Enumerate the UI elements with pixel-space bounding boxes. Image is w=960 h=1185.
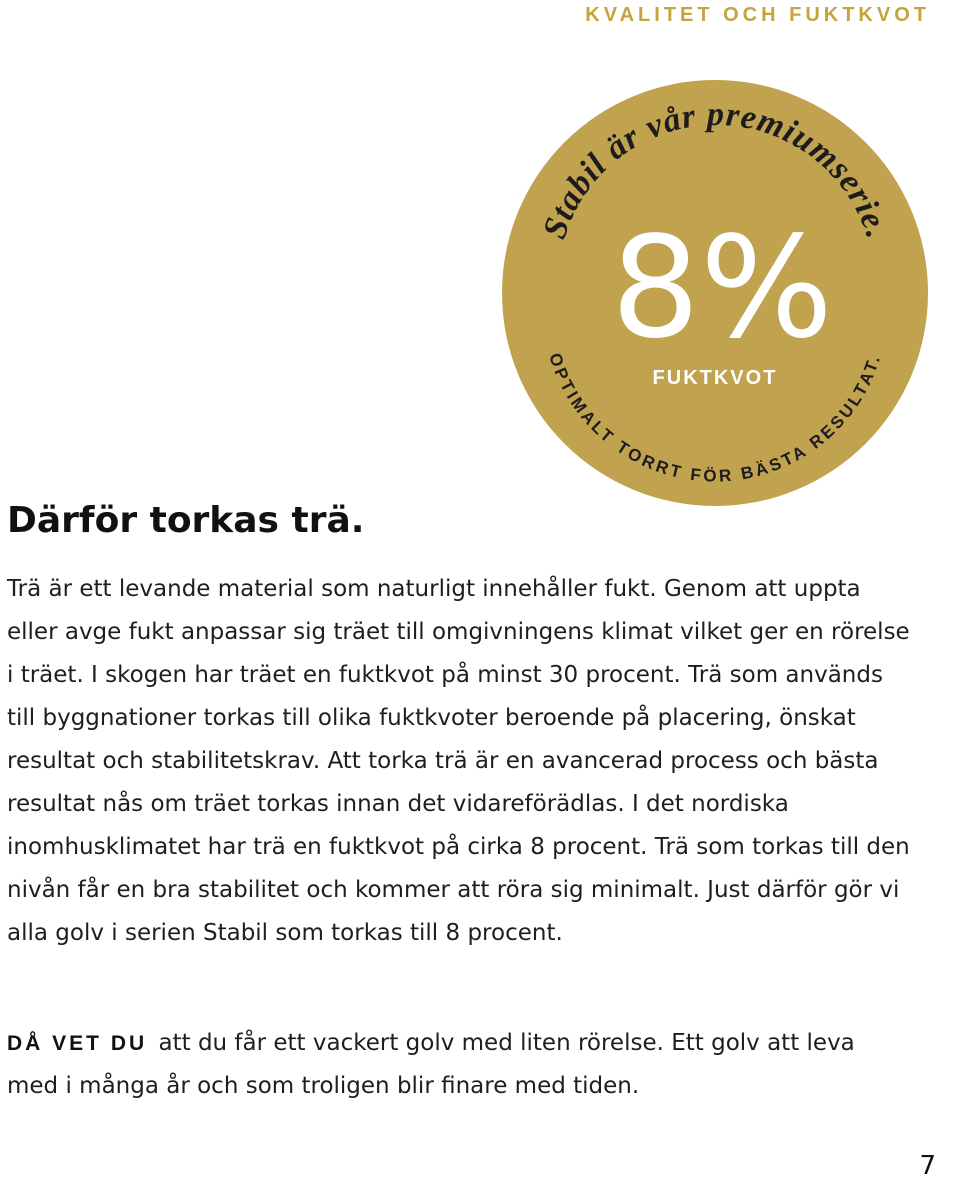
page-number: 7	[919, 1151, 936, 1181]
closing-text: att du får ett vackert golv med liten rörelse. Ett golv att leva med i många år och som troligen blir finare med tiden.	[7, 1030, 855, 1099]
moisture-badge	[500, 78, 930, 508]
badge-percent: 8%	[610, 207, 834, 370]
badge-arc-bottom-text: OPTIMALT TORRT FÖR BÄSTA RESULTAT.	[545, 350, 885, 486]
section-label: KVALITET OCH FUKTKVOT	[585, 4, 930, 26]
body-paragraph: Trä är ett levande material som naturligt innehåller fukt. Genom att uppta eller avge fukt anpassar sig träet till omgivningens klimat vilket ger en rörelse i träet. I skogen har träet en fuktkvot på minst 30 procent. Trä som används till byggnationer torkas till olika fuktkvoter beroende på placering, önskat resultat och stabilitetskrav. Att torka trä är en avancerad process och bästa resultat nås om träet torkas innan det vidareförädlas. I det nordiska inomhusklimatet har trä en fuktkvot på cirka 8 procent. Trä som torkas till den nivån får en bra stabilitet och kommer att röra sig minimalt. Just därför gör vi alla golv i serien Stabil som torkas till 8 procent.	[7, 576, 910, 946]
page-title: Därför torkas trä.	[7, 500, 365, 541]
closing-paragraph	[7, 1022, 912, 1108]
closing-lead: DÅ VET DU	[7, 1032, 148, 1055]
badge-caption: FUKTKVOT	[652, 367, 778, 389]
badge-graphic	[500, 78, 930, 508]
badge-script-text: Stabil är vår premiumserie.	[536, 95, 897, 244]
